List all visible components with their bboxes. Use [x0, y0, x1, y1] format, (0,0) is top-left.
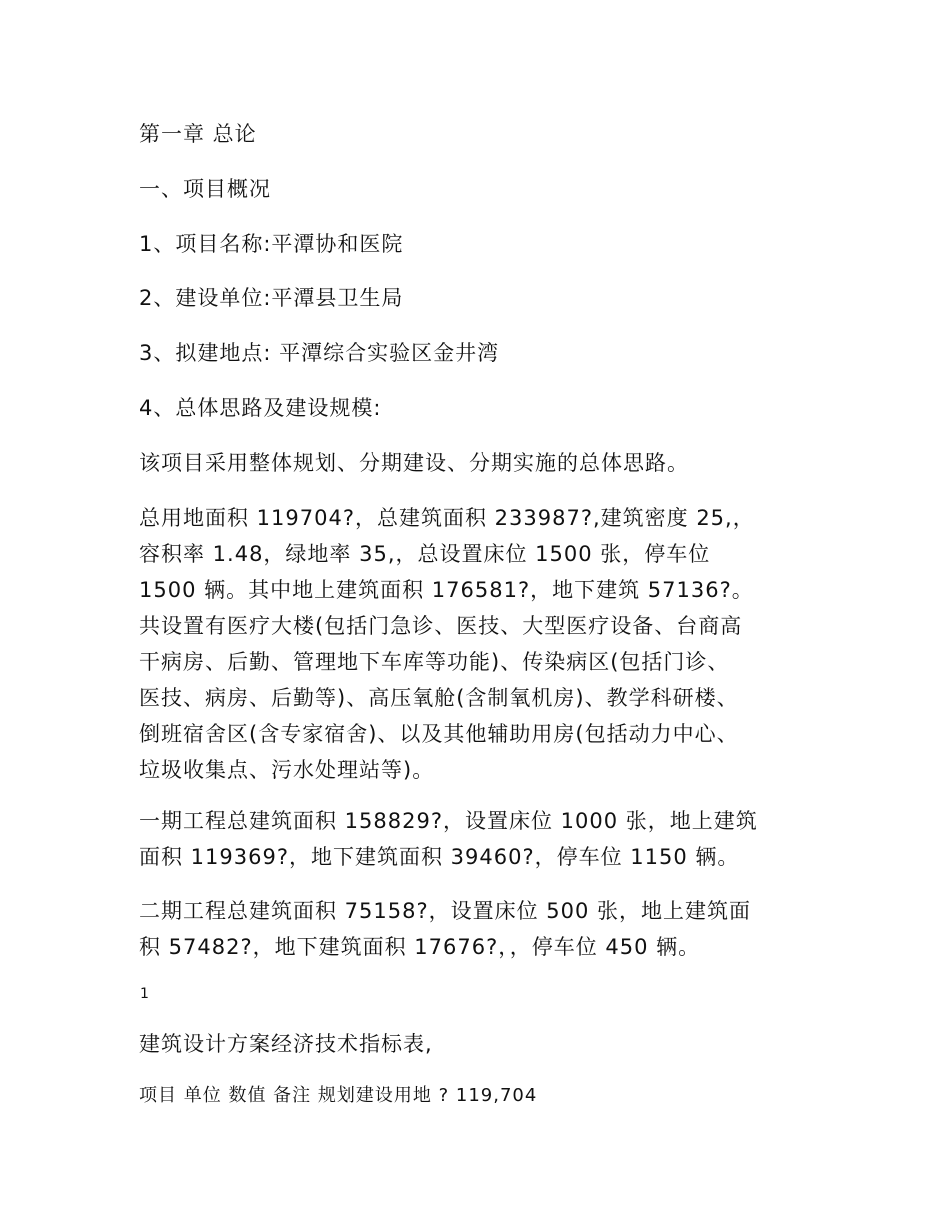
table-title: 建筑设计方案经济技术指标表, — [139, 1032, 433, 1056]
summary-line: 医技、病房、后勤等)、高压氧舱(含制氧机房)、教学科研楼、 — [139, 686, 739, 710]
summary-line: 共设置有医疗大楼(包括门急诊、医技、大型医疗设备、台商高 — [139, 614, 743, 638]
phase1-paragraph — [139, 803, 819, 875]
phase2-paragraph — [139, 893, 819, 965]
table-header-line: 项目 单位 数值 备注 规划建设用地 ? 119,704 — [139, 1085, 538, 1106]
phase1-line: 面积 119369?，地下建筑面积 39460?，停车位 1150 辆。 — [139, 845, 740, 869]
summary-line: 1500 辆。其中地上建筑面积 176581?，地下建筑 57136?。 — [139, 578, 754, 602]
intro-paragraph: 该项目采用整体规划、分期建设、分期实施的总体思路。 — [139, 451, 689, 475]
item-builder: 2、建设单位:平潭县卫生局 — [139, 286, 404, 310]
item-scale: 4、总体思路及建设规模: — [139, 396, 382, 420]
phase1-line: 一期工程总建筑面积 158829?，设置床位 1000 张，地上建筑 — [139, 809, 758, 833]
item-location: 3、拟建地点: 平潭综合实验区金井湾 — [139, 341, 500, 365]
item-project-name: 1、项目名称:平潭协和医院 — [139, 232, 404, 256]
summary-line: 干病房、后勤、管理地下车库等功能)、传染病区(包括门诊、 — [139, 650, 730, 674]
summary-paragraph — [139, 500, 819, 788]
summary-line: 容积率 1.48，绿地率 35,，总设置床位 1500 张，停车位 — [139, 542, 711, 566]
section-title: 一、项目概况 — [139, 177, 271, 201]
summary-line: 倒班宿舍区(含专家宿舍)、以及其他辅助用房(包括动力中心、 — [139, 722, 739, 746]
phase2-line: 积 57482?，地下建筑面积 17676?，，停车位 450 辆。 — [139, 935, 701, 959]
page-number: 1 — [140, 986, 149, 1002]
summary-line: 总用地面积 119704?，总建筑面积 233987?,建筑密度 25,， — [139, 506, 755, 530]
summary-line: 垃圾收集点、污水处理站等)。 — [139, 758, 435, 782]
phase2-line: 二期工程总建筑面积 75158?，设置床位 500 张，地上建筑面 — [139, 899, 752, 923]
chapter-title: 第一章 总论 — [139, 122, 257, 146]
